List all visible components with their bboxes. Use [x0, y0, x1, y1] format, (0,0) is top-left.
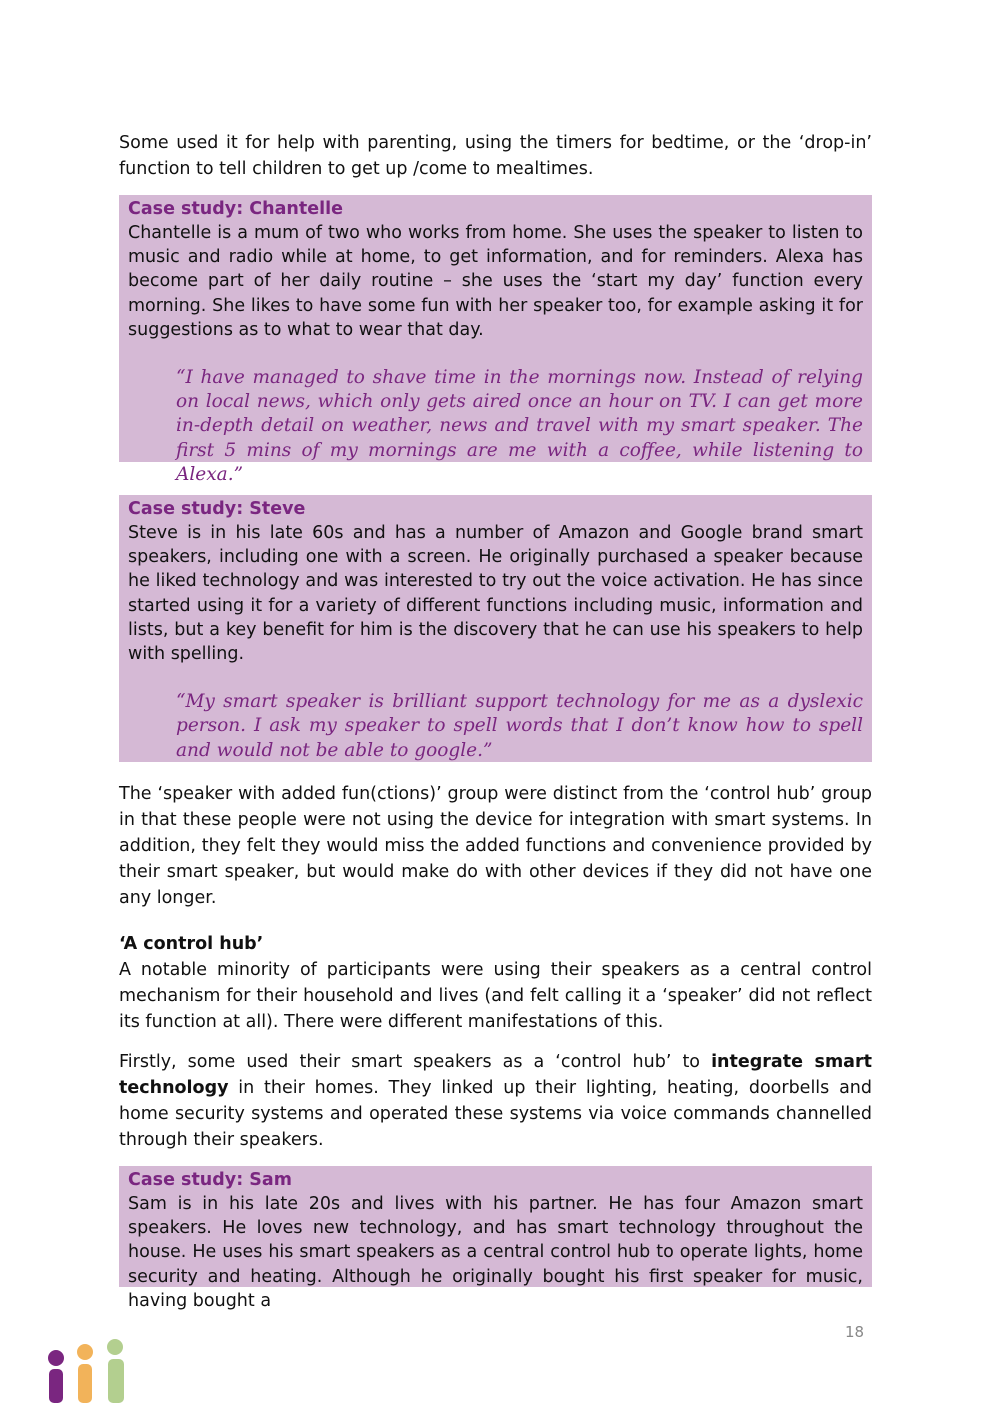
firstly-bold-text: integrate smart technology [119, 1052, 872, 1098]
case-study-quote: “I have managed to shave time in the mornings now. Instead of relying on local news, which only gets aired once an hour on TV. I can get more in-depth detail on weather, news and travel with my smart speaker. The first 5 mins of my mornings are me with a coffee, while listening to Alexa.” [176, 367, 863, 485]
logo-green-head [107, 1339, 123, 1355]
case-study-title: Case study: Steve [128, 499, 306, 519]
logo-purple-body [49, 1369, 63, 1403]
case-study-body: Chantelle is a mum of two who works from home. She uses the speaker to listen to music and radio while at home, to get information, and for reminders. Alexa has become part of her daily routine – she uses the ‘start my day’ function every morning. She likes to have some fun with her speaker too, for example asking it for suggestions as to what to wear that day. [128, 223, 863, 340]
logo-orange-body [78, 1364, 92, 1403]
case-study-sam [119, 1166, 872, 1311]
case-study-quote: “My smart speaker is brilliant support technology for me as a dyslexic person. I ask my speaker to spell words that I don’t know how to spell and would not be able to google.” [176, 691, 863, 761]
logo-green-body [108, 1359, 124, 1403]
firstly-text-end: in their homes. They linked up their lighting, heating, doorbells and home security systems and operated these systems via voice commands channelled through their speakers. [119, 1078, 872, 1150]
case-study-title: Case study: Sam [128, 1170, 292, 1190]
organisation-logo [44, 1340, 134, 1403]
case-study-steve [119, 495, 872, 762]
logo-orange-head [77, 1344, 93, 1360]
case-study-chantelle [119, 195, 872, 485]
case-study-body: Sam is in his late 20s and lives with his partner. He has four Amazon smart speakers. He loves new technology, and has smart technology throughout the house. He uses his smart speakers as a central control hub to operate lights, home security and heating. Although he originally bought his first speaker for music, having bought a [128, 1194, 863, 1311]
case-study-body: Steve is in his late 60s and has a number of Amazon and Google brand smart speakers, including one with a screen. He originally purchased a speaker because he liked technology and was interested to try out the voice activation. He has since started using it for a variety of different functions including music, information and lists, but a key benefit for him is the discovery that he can use his speakers to help with spelling. [128, 523, 863, 665]
case-study-title: Case study: Chantelle [128, 199, 343, 219]
control-hub-paragraph: A notable minority of participants were using their speakers as a central control mechanism for their household and lives (and felt calling it a ‘speaker’ did not reflect its function at all). There were different manifestations of this. [119, 960, 872, 1032]
speaker-group-paragraph: The ‘speaker with added fun(ctions)’ group were distinct from the ‘control hub’ group in that these people were not using the device for integration with smart systems. In addition, they felt they would miss the added functions and convenience provided by their smart speaker, but would make do with other devices if they did not have one any longer. [119, 784, 872, 908]
intro-paragraph: Some used it for help with parenting, using the timers for bedtime, or the ‘drop-in’ function to tell children to get up /come to mealtimes. [119, 133, 872, 179]
page-number: 18 [845, 1323, 865, 1341]
section-heading-control-hub: ‘A control hub’ [119, 934, 264, 954]
firstly-text-start: Firstly, some used their smart speakers as a ‘control hub’ to [119, 1052, 712, 1072]
firstly-paragraph [119, 1049, 872, 1153]
logo-purple-head [48, 1350, 64, 1366]
